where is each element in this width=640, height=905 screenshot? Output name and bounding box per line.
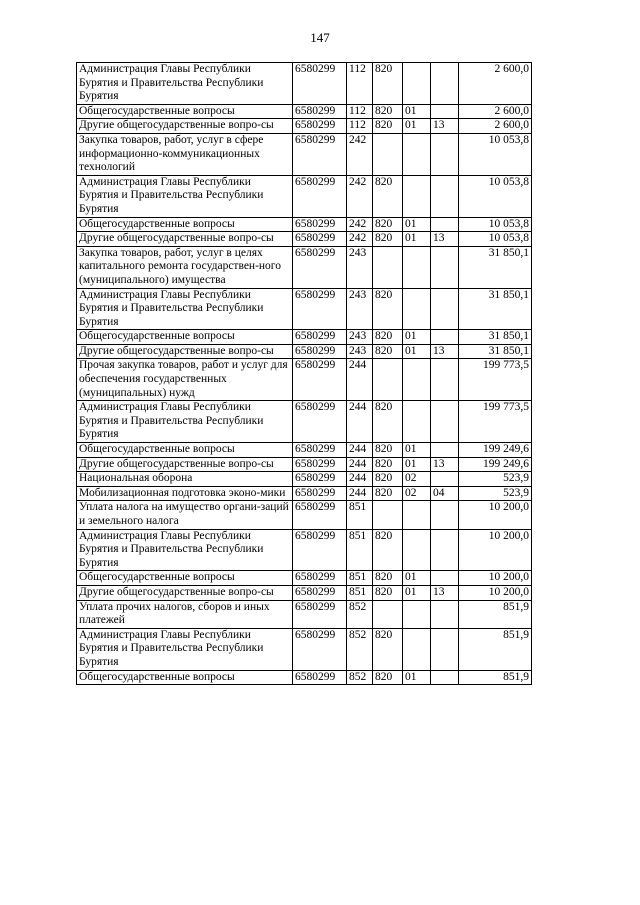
cell-subsection: 13 [431, 119, 459, 134]
table-row [77, 232, 532, 247]
cell-admin-code: 820 [373, 63, 403, 105]
cell-name: Общегосударственные вопросы [77, 330, 293, 345]
cell-section [403, 529, 431, 571]
cell-admin-code: 820 [373, 585, 403, 600]
cell-subsection [431, 443, 459, 458]
cell-target-article: 6580299 [293, 232, 347, 247]
cell-section: 01 [403, 344, 431, 359]
cell-subsection [431, 288, 459, 330]
cell-admin-code: 820 [373, 217, 403, 232]
cell-amount: 10 200,0 [459, 585, 532, 600]
cell-name: Национальная оборона [77, 472, 293, 487]
cell-expense-type: 242 [347, 133, 373, 175]
table-row [77, 443, 532, 458]
cell-name: Другие общегосударственные вопро-сы [77, 344, 293, 359]
cell-target-article: 6580299 [293, 104, 347, 119]
cell-name: Другие общегосударственные вопро-сы [77, 585, 293, 600]
cell-subsection: 13 [431, 457, 459, 472]
cell-admin-code [373, 600, 403, 628]
cell-target-article: 6580299 [293, 670, 347, 685]
cell-expense-type: 243 [347, 344, 373, 359]
cell-section: 01 [403, 330, 431, 345]
cell-target-article: 6580299 [293, 359, 347, 401]
cell-admin-code: 820 [373, 344, 403, 359]
table-row [77, 585, 532, 600]
cell-expense-type: 244 [347, 401, 373, 443]
cell-subsection [431, 571, 459, 586]
cell-admin-code: 820 [373, 104, 403, 119]
cell-subsection: 13 [431, 232, 459, 247]
cell-target-article: 6580299 [293, 217, 347, 232]
budget-table-body [77, 63, 532, 685]
cell-amount: 523,9 [459, 472, 532, 487]
table-row [77, 288, 532, 330]
cell-subsection [431, 133, 459, 175]
cell-admin-code: 820 [373, 443, 403, 458]
cell-section [403, 501, 431, 529]
cell-name: Общегосударственные вопросы [77, 217, 293, 232]
cell-section: 01 [403, 457, 431, 472]
cell-target-article: 6580299 [293, 529, 347, 571]
cell-subsection [431, 670, 459, 685]
cell-admin-code: 820 [373, 529, 403, 571]
cell-name: Закупка товаров, работ, услуг в сфере информационно-коммуникационных технологий [77, 133, 293, 175]
cell-amount: 2 600,0 [459, 104, 532, 119]
cell-expense-type: 244 [347, 486, 373, 501]
cell-admin-code [373, 133, 403, 175]
cell-name: Администрация Главы Республики Бурятия и Правительства Республики Бурятия [77, 529, 293, 571]
cell-amount: 31 850,1 [459, 344, 532, 359]
cell-expense-type: 112 [347, 63, 373, 105]
cell-expense-type: 244 [347, 359, 373, 401]
cell-amount: 10 053,8 [459, 175, 532, 217]
table-row [77, 246, 532, 288]
table-row [77, 63, 532, 105]
cell-section [403, 288, 431, 330]
table-row [77, 457, 532, 472]
cell-expense-type: 851 [347, 529, 373, 571]
cell-expense-type: 244 [347, 457, 373, 472]
cell-admin-code: 820 [373, 472, 403, 487]
table-row [77, 529, 532, 571]
cell-expense-type: 243 [347, 288, 373, 330]
cell-admin-code: 820 [373, 571, 403, 586]
cell-admin-code: 820 [373, 457, 403, 472]
cell-amount: 10 053,8 [459, 232, 532, 247]
cell-subsection [431, 63, 459, 105]
cell-amount: 10 200,0 [459, 571, 532, 586]
cell-admin-code: 820 [373, 288, 403, 330]
table-row [77, 401, 532, 443]
cell-section [403, 246, 431, 288]
cell-target-article: 6580299 [293, 628, 347, 670]
cell-target-article: 6580299 [293, 443, 347, 458]
cell-section [403, 628, 431, 670]
cell-admin-code: 820 [373, 401, 403, 443]
cell-amount: 851,9 [459, 600, 532, 628]
cell-amount: 31 850,1 [459, 288, 532, 330]
cell-target-article: 6580299 [293, 401, 347, 443]
cell-section [403, 401, 431, 443]
cell-subsection [431, 628, 459, 670]
cell-name: Общегосударственные вопросы [77, 104, 293, 119]
cell-amount: 10 200,0 [459, 529, 532, 571]
cell-expense-type: 242 [347, 175, 373, 217]
cell-admin-code [373, 359, 403, 401]
cell-expense-type: 852 [347, 600, 373, 628]
table-row [77, 359, 532, 401]
cell-section: 01 [403, 670, 431, 685]
cell-target-article: 6580299 [293, 288, 347, 330]
cell-amount: 199 249,6 [459, 457, 532, 472]
cell-subsection [431, 472, 459, 487]
cell-section: 01 [403, 585, 431, 600]
cell-target-article: 6580299 [293, 246, 347, 288]
cell-section: 01 [403, 232, 431, 247]
cell-target-article: 6580299 [293, 63, 347, 105]
cell-name: Общегосударственные вопросы [77, 670, 293, 685]
cell-section: 01 [403, 443, 431, 458]
cell-name: Администрация Главы Республики Бурятия и Правительства Республики Бурятия [77, 175, 293, 217]
cell-name: Общегосударственные вопросы [77, 571, 293, 586]
cell-subsection: 13 [431, 344, 459, 359]
cell-subsection [431, 600, 459, 628]
cell-subsection: 13 [431, 585, 459, 600]
cell-section: 01 [403, 571, 431, 586]
cell-admin-code [373, 501, 403, 529]
cell-section [403, 600, 431, 628]
cell-target-article: 6580299 [293, 585, 347, 600]
table-row [77, 501, 532, 529]
cell-expense-type: 244 [347, 472, 373, 487]
cell-expense-type: 851 [347, 585, 373, 600]
cell-name: Администрация Главы Республики Бурятия и Правительства Республики Бурятия [77, 63, 293, 105]
cell-section: 02 [403, 486, 431, 501]
cell-amount: 199 773,5 [459, 401, 532, 443]
cell-name: Другие общегосударственные вопро-сы [77, 232, 293, 247]
cell-admin-code: 820 [373, 330, 403, 345]
table-row [77, 104, 532, 119]
cell-name: Уплата прочих налогов, сборов и иных платежей [77, 600, 293, 628]
cell-amount: 2 600,0 [459, 119, 532, 134]
table-row [77, 670, 532, 685]
cell-amount: 10 053,8 [459, 133, 532, 175]
cell-name: Администрация Главы Республики Бурятия и Правительства Республики Бурятия [77, 628, 293, 670]
cell-target-article: 6580299 [293, 330, 347, 345]
table-row [77, 571, 532, 586]
cell-target-article: 6580299 [293, 133, 347, 175]
cell-target-article: 6580299 [293, 486, 347, 501]
cell-expense-type: 852 [347, 628, 373, 670]
cell-admin-code: 820 [373, 670, 403, 685]
cell-name: Закупка товаров, работ, услуг в целях капитального ремонта государствен-ного (муниципального) имущества [77, 246, 293, 288]
cell-subsection: 04 [431, 486, 459, 501]
cell-expense-type: 851 [347, 571, 373, 586]
cell-admin-code: 820 [373, 232, 403, 247]
cell-amount: 10 200,0 [459, 501, 532, 529]
cell-subsection [431, 217, 459, 232]
page-number: 147 [310, 30, 330, 45]
cell-name: Администрация Главы Республики Бурятия и Правительства Республики Бурятия [77, 401, 293, 443]
table-row [77, 217, 532, 232]
cell-section [403, 133, 431, 175]
cell-subsection [431, 104, 459, 119]
cell-amount: 523,9 [459, 486, 532, 501]
cell-section: 02 [403, 472, 431, 487]
cell-amount: 31 850,1 [459, 246, 532, 288]
cell-name: Другие общегосударственные вопро-сы [77, 457, 293, 472]
cell-name: Мобилизационная подготовка эконо-мики [77, 486, 293, 501]
cell-subsection [431, 401, 459, 443]
cell-amount: 199 773,5 [459, 359, 532, 401]
cell-subsection [431, 330, 459, 345]
cell-amount: 199 249,6 [459, 443, 532, 458]
table-row [77, 330, 532, 345]
cell-name: Администрация Главы Республики Бурятия и Правительства Республики Бурятия [77, 288, 293, 330]
cell-expense-type: 242 [347, 217, 373, 232]
table-row [77, 119, 532, 134]
cell-name: Другие общегосударственные вопро-сы [77, 119, 293, 134]
cell-subsection [431, 501, 459, 529]
cell-subsection [431, 175, 459, 217]
cell-target-article: 6580299 [293, 457, 347, 472]
cell-admin-code: 820 [373, 175, 403, 217]
cell-subsection [431, 359, 459, 401]
cell-name: Уплата налога на имущество органи-заций и земельного налога [77, 501, 293, 529]
cell-admin-code [373, 246, 403, 288]
budget-table [76, 62, 532, 685]
table-row [77, 486, 532, 501]
cell-amount: 851,9 [459, 628, 532, 670]
cell-expense-type: 851 [347, 501, 373, 529]
cell-admin-code: 820 [373, 628, 403, 670]
table-row [77, 133, 532, 175]
table-row [77, 344, 532, 359]
cell-admin-code: 820 [373, 486, 403, 501]
cell-target-article: 6580299 [293, 175, 347, 217]
cell-expense-type: 112 [347, 119, 373, 134]
cell-expense-type: 112 [347, 104, 373, 119]
cell-amount: 851,9 [459, 670, 532, 685]
cell-subsection [431, 246, 459, 288]
cell-amount: 10 053,8 [459, 217, 532, 232]
cell-target-article: 6580299 [293, 501, 347, 529]
cell-section: 01 [403, 217, 431, 232]
cell-target-article: 6580299 [293, 119, 347, 134]
cell-amount: 2 600,0 [459, 63, 532, 105]
table-row [77, 472, 532, 487]
cell-name: Прочая закупка товаров, работ и услуг для обеспечения государственных (муниципальных) нужд [77, 359, 293, 401]
cell-admin-code: 820 [373, 119, 403, 134]
cell-target-article: 6580299 [293, 571, 347, 586]
cell-section [403, 63, 431, 105]
table-row [77, 175, 532, 217]
cell-expense-type: 243 [347, 330, 373, 345]
cell-section [403, 359, 431, 401]
cell-section [403, 175, 431, 217]
cell-section: 01 [403, 104, 431, 119]
cell-section: 01 [403, 119, 431, 134]
cell-amount: 31 850,1 [459, 330, 532, 345]
table-row [77, 628, 532, 670]
table-row [77, 600, 532, 628]
cell-target-article: 6580299 [293, 344, 347, 359]
cell-name: Общегосударственные вопросы [77, 443, 293, 458]
cell-expense-type: 242 [347, 232, 373, 247]
cell-target-article: 6580299 [293, 472, 347, 487]
cell-expense-type: 852 [347, 670, 373, 685]
cell-subsection [431, 529, 459, 571]
cell-target-article: 6580299 [293, 600, 347, 628]
cell-expense-type: 243 [347, 246, 373, 288]
cell-expense-type: 244 [347, 443, 373, 458]
